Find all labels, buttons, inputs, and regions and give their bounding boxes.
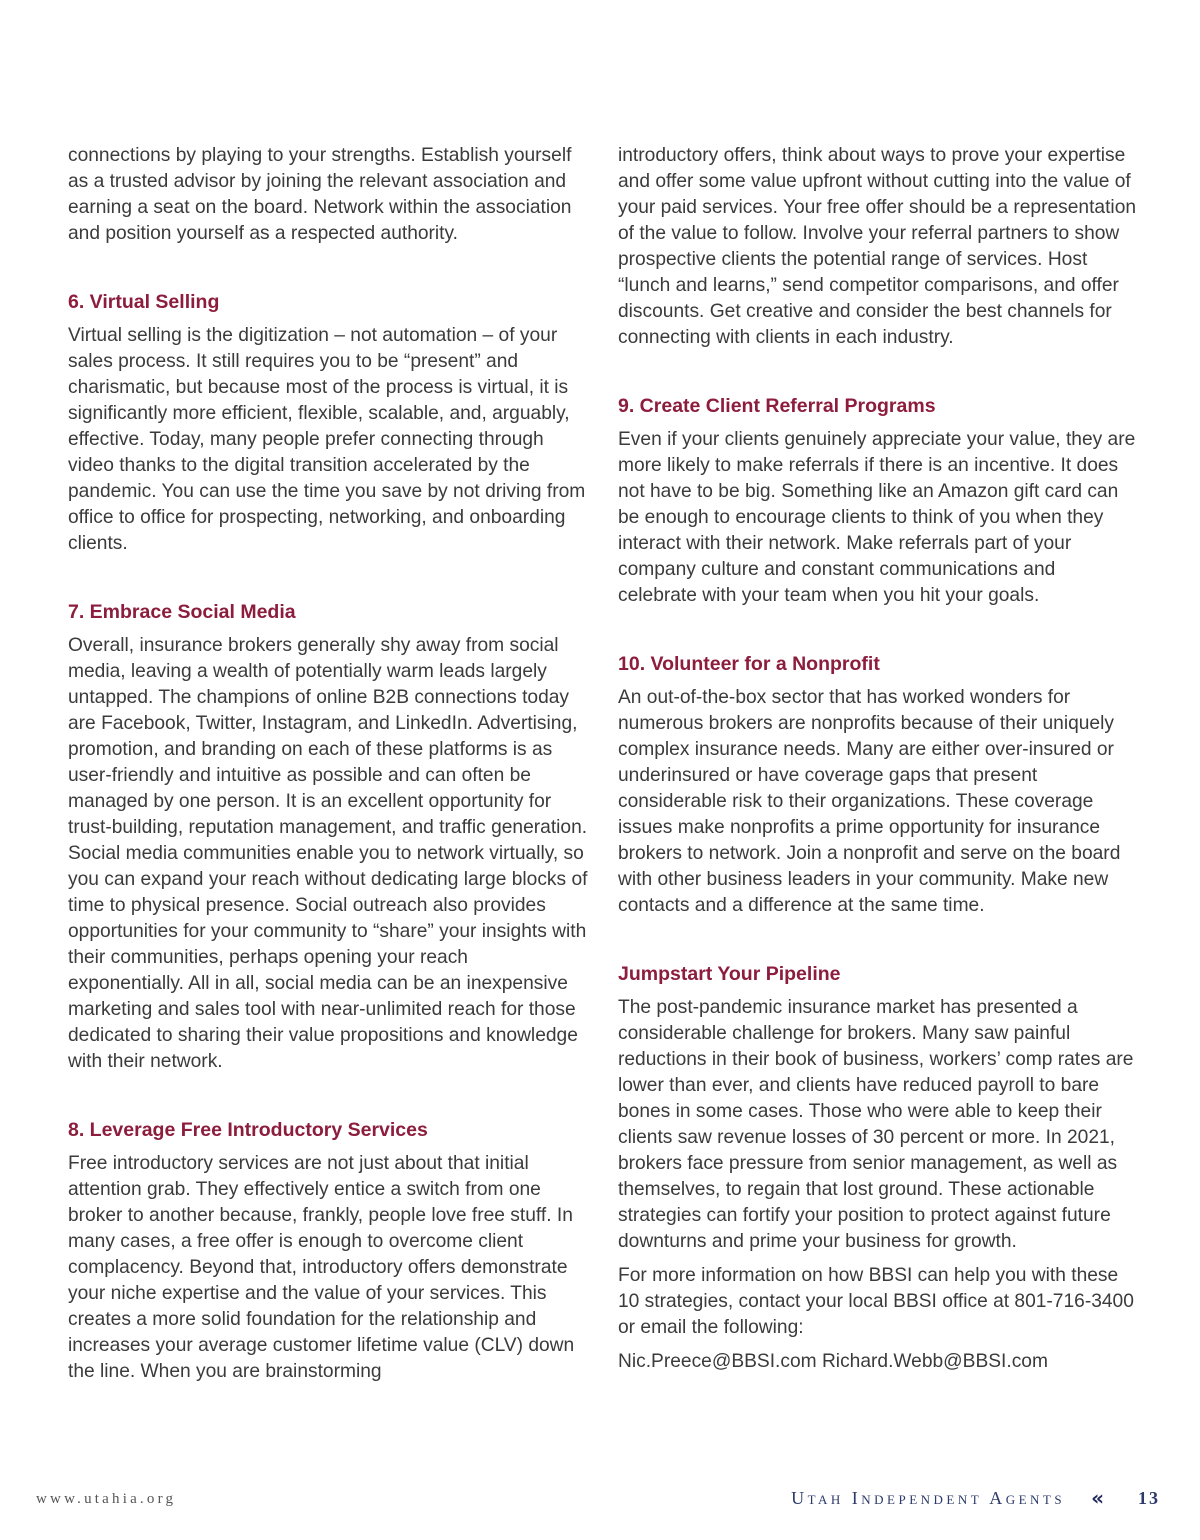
section-8-body: Free introductory services are not just about that initial attention grab. They effectively entice a switch from one broker to another because, frankly, people love free stuff. In many cases, a free offer is enough to overcome client complacency. Beyond that, introductory offers demonstrate your niche expertise and the value of your services. This creates a more solid foundation for the relationship and increases your average customer lifetime value (CLV) down the line. When you are brainstorming [68, 1153, 575, 1382]
page-number: 13 [1138, 1487, 1160, 1508]
contact-paragraph: For more information on how BBSI can help you with these 10 strategies, contact your local BBSI office at 801-716-3400 or email the following: [618, 1265, 1134, 1338]
contact-emails: Nic.Preece@BBSI.com Richard.Webb@BBSI.com [618, 1351, 1048, 1372]
section-8-continued: introductory offers, think about ways to prove your expertise and offer some value upfront without cutting into the value of your paid services. Your free offer should be a representation of the value to follow. Involve your referral partners to show prospective clients the potential range of services. Host “lunch and learns,” send competitor comparisons, and offer discounts. Get creative and consider the best channels for connecting with clients in each industry. [618, 145, 1137, 348]
section-7-body: Overall, insurance brokers generally shy away from social media, leaving a wealth of potentially warm leads largely untapped. The champions of online B2B connections today are Facebook, Twitter, Instagram, and LinkedIn. Advertising, promotion, and branding on each of these platforms is as user-friendly and intuitive as possible and can often be managed by one person. It is an excellent opportunity for trust-building, reputation management, and traffic generation. Social media communities enable you to network virtually, so you can expand your reach without dedicating large blocks of time to physical presence. Social outreach also provides opportunities for your community to “share” your insights with their communities, perhaps opening your reach exponentially. All in all, social media can be an inexpensive marketing and sales tool with near-unlimited reach for those dedicated to sharing their value propositions and knowledge with their network. [68, 635, 588, 1072]
section-7-heading: 7. Embrace Social Media [68, 601, 296, 623]
section-9-body: Even if your clients genuinely appreciate your value, they are more likely to make referrals if there is an incentive. It does not have to be big. Something like an Amazon gift card can be enough to encourage clients to think of you when they interact with their network. Make referrals part of your company culture and constant communications and celebrate with your team when you hit your goals. [618, 429, 1136, 606]
section-6-body: Virtual selling is the digitization – not automation – of your sales process. It still requires you to be “present” and charismatic, but because most of the process is virtual, it is significantly more efficient, flexible, scalable, and, arguably, effective. Today, many people prefer connecting through video thanks to the digital transition accelerated by the pandemic. You can use the time you save by not driving from office to office for prospecting, networking, and onboarding clients. [68, 325, 586, 554]
double-chevron-left-icon: « [1091, 1486, 1104, 1510]
jumpstart-body: The post-pandemic insurance market has presented a considerable challenge for brokers. Many saw painful reductions in their book of business, workers’ comp rates are lower than ever, and clients have reduced payroll to bare bones in some cases. Those who were able to keep their clients saw revenue losses of 30 percent or more. In 2021, brokers face pressure from senior management, as well as themselves, to regain that lost ground. These actionable strategies can fortify your position to protect against future downturns and prime your business for growth. [618, 997, 1134, 1252]
right-column [618, 143, 1138, 1375]
section-10-heading: 10. Volunteer for a Nonprofit [618, 653, 880, 675]
section-10-body: An out-of-the-box sector that has worked wonders for numerous brokers are nonprofits because of their uniquely complex insurance needs. Many are either over-insured or underinsured or have coverage gaps that present considerable risk to their organizations. These coverage issues make nonprofits a prime opportunity for insurance brokers to network. Join a nonprofit and serve on the board with other business leaders in your community. Make new contacts and a difference at the same time. [618, 687, 1121, 916]
section-8-heading: 8. Leverage Free Introductory Services [68, 1119, 428, 1141]
intro-paragraph: connections by playing to your strengths. Establish yourself as a trusted advisor by joining the relevant association and earning a seat on the board. Network within the association and position yourself as a respected authority. [68, 145, 572, 244]
left-column [68, 143, 588, 1385]
jumpstart-heading: Jumpstart Your Pipeline [618, 963, 841, 985]
footer-website: www.utahia.org [36, 1491, 177, 1507]
footer-publication-title: Utah Independent Agents [791, 1487, 1066, 1508]
section-6-heading: 6. Virtual Selling [68, 291, 220, 313]
section-9-heading: 9. Create Client Referral Programs [618, 395, 936, 417]
footer-publication-block [791, 1486, 1160, 1510]
